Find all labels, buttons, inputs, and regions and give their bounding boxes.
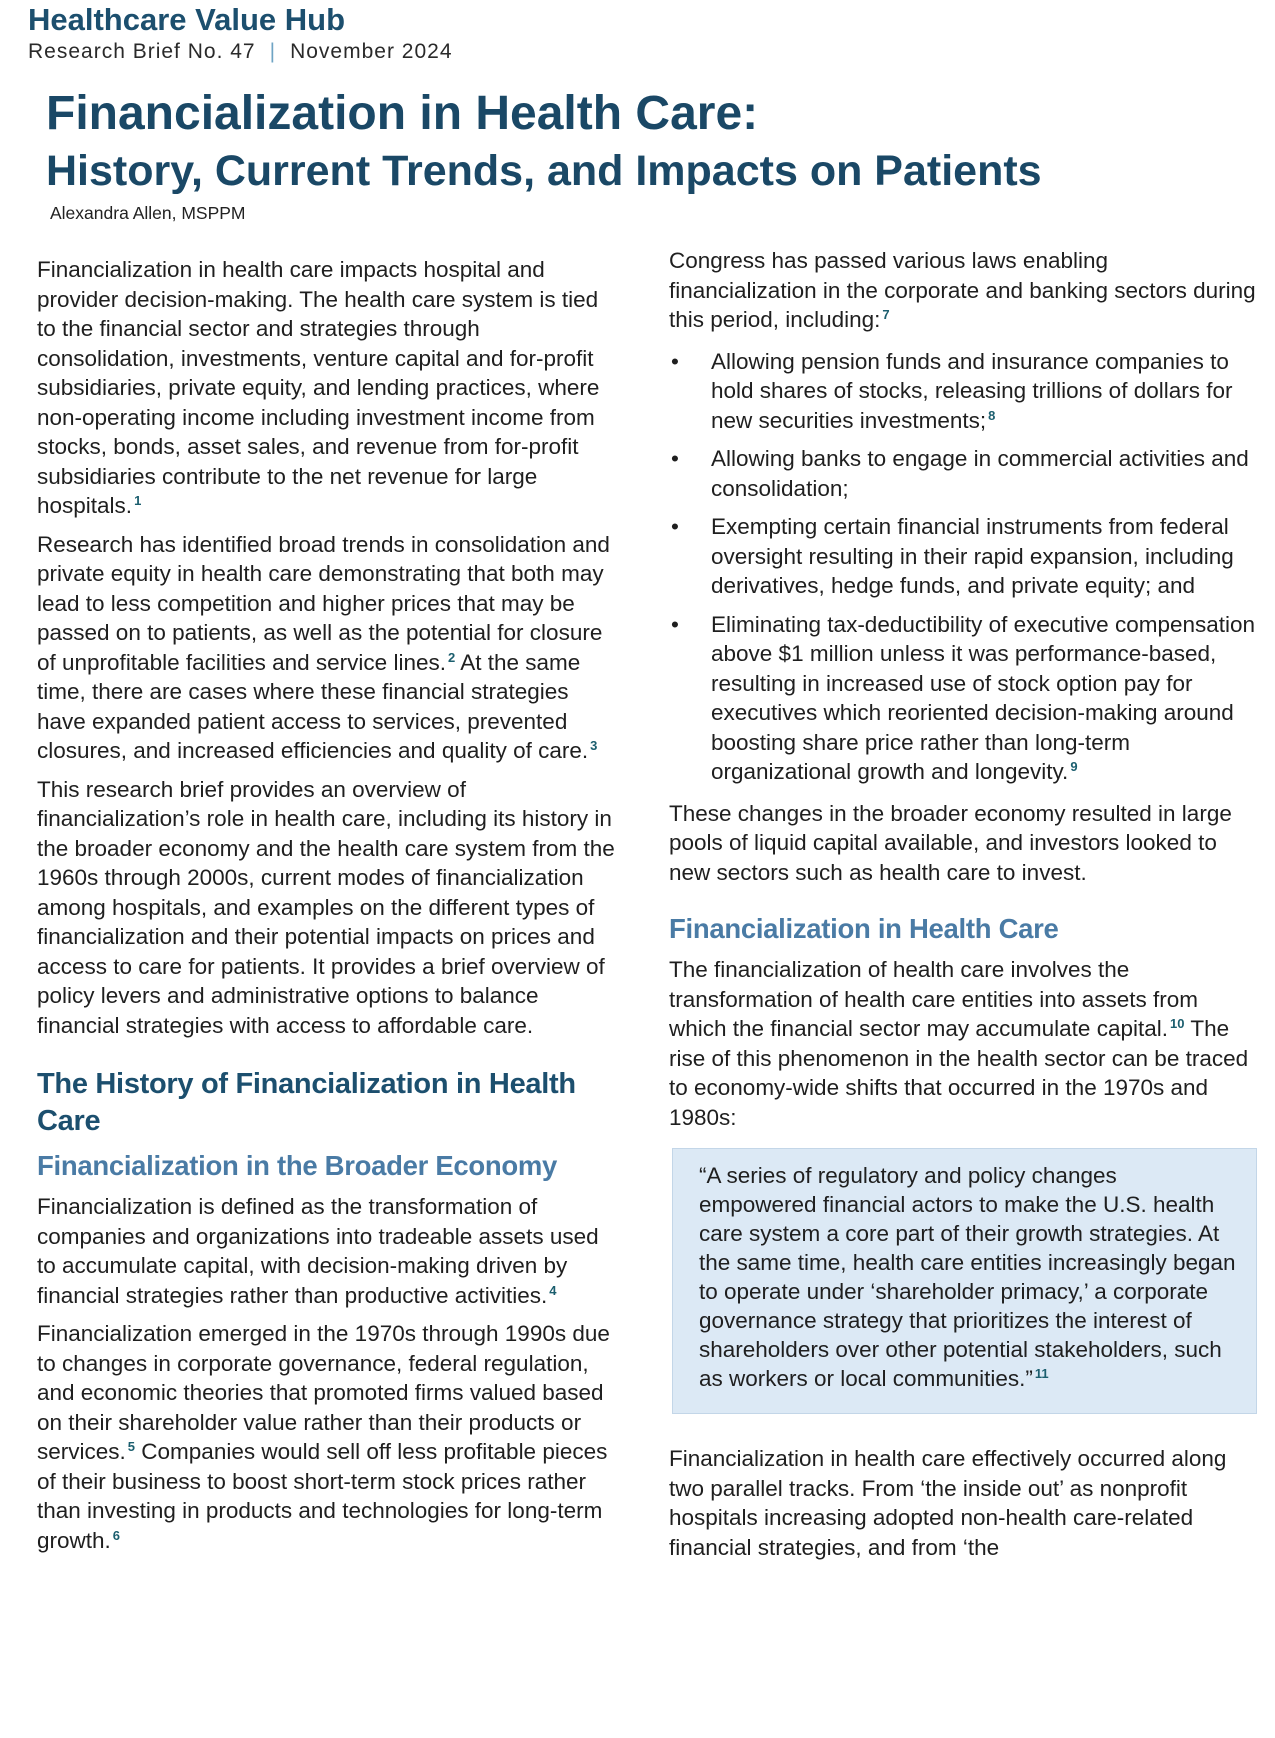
paragraph (37, 1192, 615, 1310)
paragraph-text: The rise of this phenomenon in the health sector can be traced to economy-wide shifts that occurred in the 1970s and 1980s: (669, 1016, 1249, 1130)
footnote-ref[interactable]: 6 (112, 1527, 121, 1543)
list-item-text: Allowing pension funds and insurance companies to hold shares of stocks, releasing trillions of dollars for new securities investments; (711, 348, 1233, 433)
footnote-ref[interactable]: 10 (1170, 1016, 1185, 1031)
list-item (669, 512, 1257, 601)
footnote-ref[interactable]: 4 (549, 1282, 557, 1298)
footnote-ref[interactable]: 8 (988, 407, 996, 423)
quote-text (699, 1161, 1238, 1393)
list-item (669, 444, 1257, 503)
bullet-marker: • (671, 446, 679, 471)
footnote-ref[interactable]: 3 (590, 738, 598, 753)
paragraph-text: Financialization in health care impacts hospital and provider decision-making. The health care system is tied to the financial sector and strategies through consolidation, investments, venture capital and for-profit subsidiaries, private equity, and lending practices, where non-operating income including investment income from stocks, bonds, asset sales, and revenue from for-profit subsidiaries contribute to the net revenue for large hospitals. (37, 257, 600, 518)
paragraph (37, 255, 615, 521)
paragraph (669, 246, 1257, 335)
paragraph-text: This research brief provides an overview of financialization’s role in health care, including its history in the broader economy and the health care system from the 1960s through 2000s, current modes of financialization among hospitals, and examples on the different types of financialization and their potential impacts on prices and access to care for patients. It provides a brief overview of policy levers and administrative options to balance financial strategies with access to affordable care. (37, 776, 615, 1038)
paragraph-text: These changes in the broader economy resulted in large pools of liquid capital available, and investors looked to new sectors such as health care to invest. (669, 800, 1232, 885)
section-heading-history: The History of Financialization in Health Care (37, 1068, 576, 1137)
brief-date: November 2024 (290, 40, 453, 63)
bullet-marker: • (671, 348, 679, 374)
footnote-ref[interactable]: 1 (134, 493, 142, 508)
brief-number: Research Brief No. 47 (28, 40, 256, 63)
footnote-ref[interactable]: 7 (882, 307, 890, 322)
hub-name: Healthcare Value Hub (28, 2, 346, 37)
author: Alexandra Allen, MSPPM (50, 203, 246, 223)
separator: | (269, 40, 277, 63)
left-column (37, 255, 615, 1564)
footnote-ref[interactable]: 2 (447, 649, 456, 665)
paragraph-text: Companies would sell off less profitable pieces of their business to boost short-term stock prices rather than investing in products and technologies for long-term growth. (37, 1439, 608, 1553)
paragraph-text: Financialization emerged in the 1970s through 1990s due to changes in corporate governance, federal regulation, and economic theories that promoted firms valued based on their shareholder value rather than their products or services. (37, 1321, 610, 1464)
subsection-heading-broader-economy: Financialization in the Broader Economy (37, 1150, 558, 1181)
paragraph (669, 955, 1257, 1132)
paragraph-text: The financialization of health care involves the transformation of health care entities into assets from which the financial sector may accumulate capital. (669, 957, 1199, 1041)
bullet-marker: • (671, 611, 679, 637)
paragraph-text: Congress has passed various laws enabling financialization in the corporate and banking sectors during this period, including: (669, 248, 1256, 332)
paragraph-text: Financialization is defined as the transformation of companies and organizations into tradeable assets used to accumulate capital, with decision-making driven by financial strategies rather than productive activities. (37, 1194, 599, 1308)
paragraph (37, 530, 615, 766)
paragraph (37, 775, 615, 1041)
section-heading-financialization-health-care: Financialization in Health Care (669, 913, 1059, 944)
footnote-ref[interactable]: 9 (1070, 759, 1078, 774)
brief-info (28, 40, 453, 64)
pull-quote (672, 1148, 1257, 1414)
paragraph-text: At the same time, there are cases where these financial strategies have expanded patient access to services, prevented closures, and increased efficiencies and quality of care. (37, 649, 589, 763)
list-item (669, 347, 1257, 436)
list-item-text: Allowing banks to engage in commercial activities and consolidation; (711, 446, 1249, 501)
bullet-list (669, 347, 1257, 787)
list-item-text: Eliminating tax-deductibility of executive compensation above $1 million unless it was performance-based, resulting in increased use of stock option pay for executives which reoriented decision-making around boosting share price rather than long-term organizational growth and longevity. (711, 611, 1256, 784)
footnote-ref[interactable]: 5 (127, 1439, 136, 1454)
quote-body: “A series of regulatory and policy changes empowered financial actors to make the U.S. health care system a core part of their growth strategies. At the same time, health care entities increasingly began to operate under ‘shareholder primacy,’ a corporate governance strategy that prioritizes the interest of shareholders over other potential stakeholders, such as workers or local communities.” (699, 1163, 1236, 1391)
page-subtitle: History, Current Trends, and Impacts on Patients (46, 147, 1042, 195)
right-column (669, 246, 1257, 1571)
paragraph (37, 1319, 615, 1555)
list-item (669, 610, 1257, 787)
paragraph (669, 1444, 1257, 1562)
bullet-marker: • (671, 514, 679, 539)
list-item-text: Exempting certain financial instruments from federal oversight resulting in their rapid expansion, including derivatives, hedge funds, and private equity; and (711, 514, 1234, 598)
footnote-ref[interactable]: 11 (1034, 1366, 1049, 1381)
paragraph (669, 799, 1257, 888)
paragraph-text: Financialization in health care effectively occurred along two parallel tracks. From ‘the inside out’ as nonprofit hospitals increasing adopted non-health care-related financial strategies, and from ‘the (669, 1446, 1227, 1560)
page-title: Financialization in Health Care: (46, 87, 759, 140)
paragraph-text: Research has identified broad trends in consolidation and private equity in health care demonstrating that both may lead to less competition and higher prices that may be passed on to patients, as well as the potential for closure of unprofitable facilities and service lines. (37, 531, 610, 675)
